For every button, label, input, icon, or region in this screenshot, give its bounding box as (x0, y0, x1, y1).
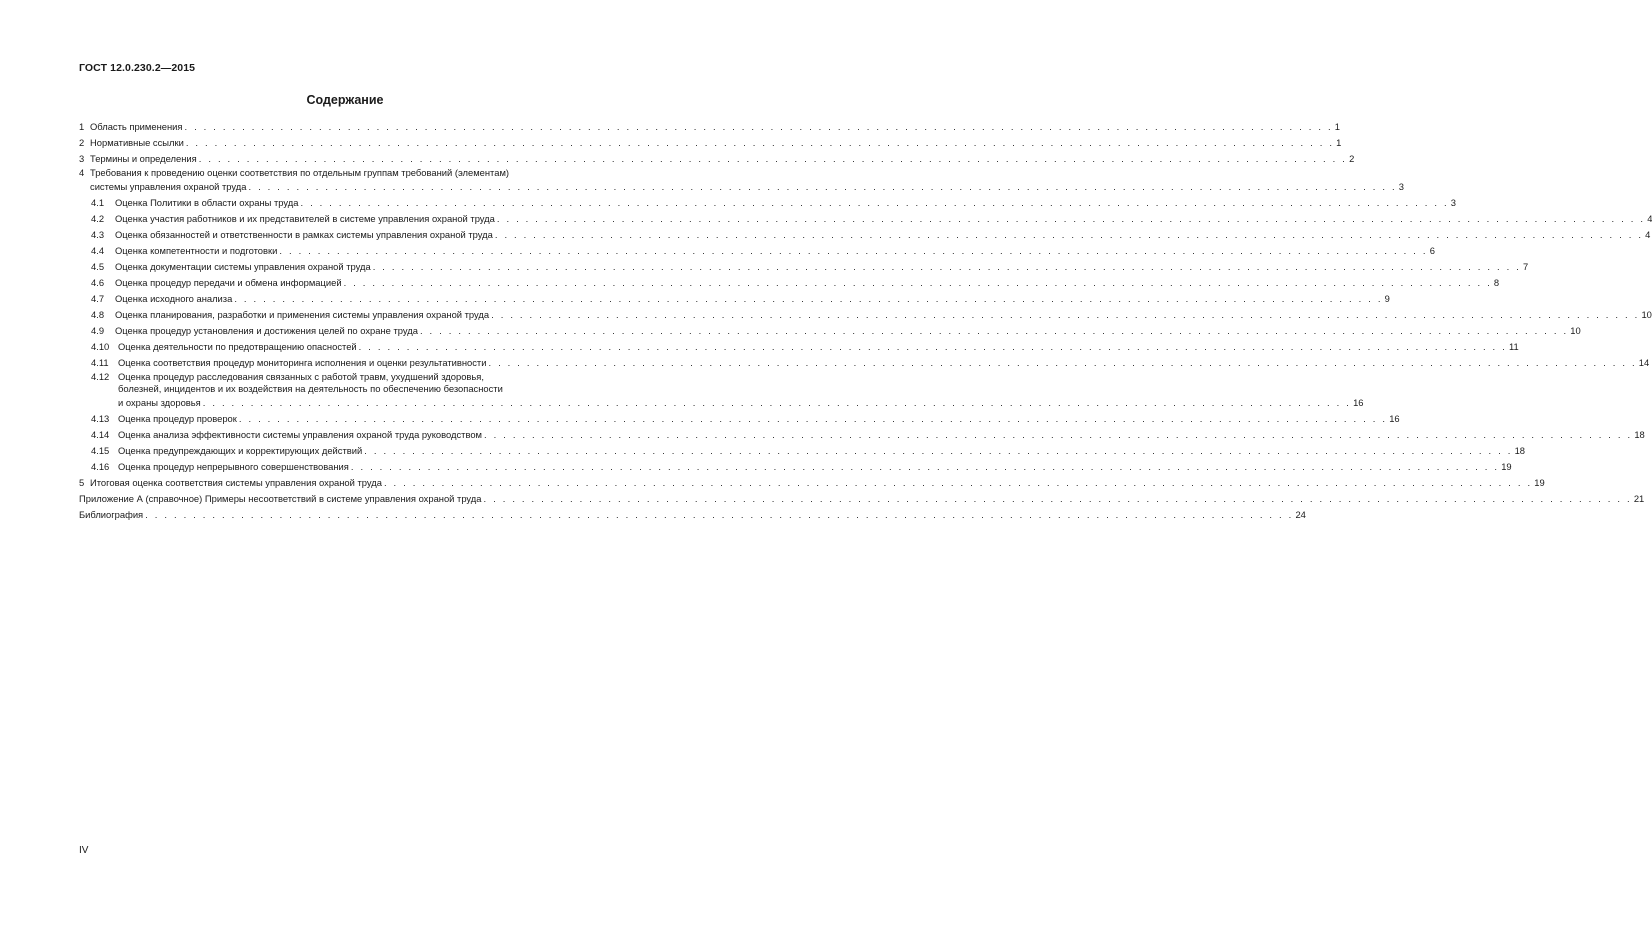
toc-entry-page: 8 (1493, 277, 1500, 288)
toc-entry-page: 11 (1508, 341, 1519, 352)
toc-entry-page: 10 (1641, 309, 1652, 320)
toc-leader-dots (364, 443, 1512, 459)
toc-entry-page: 3 (1450, 197, 1457, 208)
toc-entry-4[interactable] (79, 167, 1405, 195)
toc-entry-page: 1 (1336, 137, 1342, 148)
toc-entry-text: Оценка планирования, разработки и применения системы управления охраной труда (115, 309, 490, 320)
toc-entry-appendix-a[interactable] (79, 491, 1645, 507)
toc-entry-4-5[interactable] (79, 259, 1529, 275)
toc-entry-number: 4.10 (91, 341, 110, 352)
table-of-contents (79, 119, 1652, 523)
toc-entry-page: 19 (1534, 477, 1545, 488)
toc-entry-text-line2: болезней, инцидентов и их воздействия на деятельность по обеспечению безопасности (118, 383, 503, 394)
toc-entry-number: 4.9 (91, 325, 105, 336)
toc-entry-text: Оценка обязанностей и ответственности в рамках системы управления охраной труда (115, 229, 493, 240)
toc-entry-number: 4.2 (91, 213, 105, 224)
toc-leader-dots (484, 427, 1632, 443)
toc-entry-page: 4 (1645, 229, 1651, 240)
toc-entry-text: Оценка предупреждающих и корректирующих действий (118, 445, 363, 456)
toc-leader-dots (420, 323, 1568, 339)
toc-entry-text: Термины и определения (90, 153, 197, 164)
toc-entry-text: Оценка анализа эффективности системы управления охраной труда руководством (118, 429, 483, 440)
toc-entry-4-16[interactable] (79, 459, 1512, 475)
toc-entry-number: 4.7 (91, 293, 105, 304)
toc-leader-dots (351, 459, 1499, 475)
toc-leader-dots (184, 119, 1332, 135)
toc-entry-4-7[interactable] (79, 291, 1390, 307)
toc-entry-4-15[interactable] (79, 443, 1525, 459)
toc-entry-text: Оценка участия работников и их представителей в системе управления охраной труда (115, 213, 495, 224)
toc-entry-number: 4.14 (91, 429, 110, 440)
toc-leader-dots (359, 339, 1507, 355)
toc-entry-number: 4.15 (91, 445, 110, 456)
toc-entry-number: 4.11 (91, 357, 109, 368)
toc-entry-bibliography[interactable] (79, 507, 1306, 523)
toc-entry-text: Оценка Политики в области охраны труда (115, 197, 299, 208)
toc-leader-dots (491, 307, 1639, 323)
toc-title: Содержание (306, 93, 384, 107)
toc-leader-dots (344, 275, 1492, 291)
toc-entry-2[interactable] (79, 135, 1342, 151)
toc-entry-text: и охраны здоровья (118, 397, 201, 408)
toc-entry-number: 3 (79, 153, 85, 164)
toc-entry-text-line1: Требования к проведению оценки соответствия по отдельным группам требований (элементам) (90, 167, 510, 178)
toc-entry-text: Оценка исходного анализа (115, 293, 233, 304)
toc-entry-4-14[interactable] (79, 427, 1645, 443)
toc-entry-page: 2 (1349, 153, 1355, 164)
toc-entry-page: 16 (1353, 397, 1364, 408)
toc-entry-number: 1 (79, 121, 85, 132)
toc-entry-page: 6 (1429, 245, 1435, 256)
toc-entry-4-6[interactable] (79, 275, 1500, 291)
toc-entry-number: 4 (79, 167, 85, 178)
toc-entry-text: Итоговая оценка соответствия системы управления охраной труда (90, 477, 382, 488)
toc-leader-dots (234, 291, 1382, 307)
toc-entry-number: 4.1 (91, 197, 105, 208)
toc-entry-page: 10 (1570, 325, 1581, 336)
toc-leader-dots (248, 179, 1396, 195)
toc-entry-1[interactable] (79, 119, 1341, 135)
toc-entry-3[interactable] (79, 151, 1355, 167)
toc-entry-number: 2 (79, 137, 85, 148)
toc-entry-page: 1 (1334, 121, 1341, 132)
toc-entry-5[interactable] (79, 475, 1545, 491)
toc-leader-dots (384, 475, 1532, 491)
toc-entry-page: 4 (1647, 213, 1652, 224)
toc-entry-text: Приложение А (справочное) Примеры несоответствий в системе управления охраной труда (79, 493, 482, 504)
toc-leader-dots (484, 491, 1632, 507)
toc-leader-dots (300, 195, 1448, 211)
toc-entry-number: 4.3 (91, 229, 105, 240)
toc-leader-dots (488, 355, 1636, 371)
toc-entry-text-line1: Оценка процедур расследования связанных с работой травм, ухудшений здоровья, (118, 371, 484, 382)
toc-leader-dots (203, 395, 1351, 411)
toc-entry-page: 18 (1514, 445, 1525, 456)
toc-leader-dots (239, 411, 1387, 427)
toc-leader-dots (199, 151, 1347, 167)
toc-entry-text: Оценка соответствия процедур мониторинга исполнения и оценки результативности (118, 357, 487, 368)
toc-entry-4-10[interactable] (79, 339, 1519, 355)
toc-entry-number: 4.4 (91, 245, 105, 256)
toc-entry-4-3[interactable] (79, 227, 1651, 243)
toc-entry-number: 4.16 (91, 461, 110, 472)
toc-entry-number: 5 (79, 477, 85, 488)
toc-entry-text: Оценка документации системы управления охраной труда (115, 261, 371, 272)
toc-entry-4-13[interactable] (79, 411, 1400, 427)
toc-entry-page: 3 (1398, 181, 1405, 192)
toc-entry-text: Оценка процедур установления и достижения целей по охране труда (115, 325, 418, 336)
toc-entry-number: 4.5 (91, 261, 105, 272)
toc-leader-dots (145, 507, 1293, 523)
toc-entry-page: 14 (1638, 357, 1650, 368)
toc-entry-text: Оценка процедур передачи и обмена информацией (115, 277, 342, 288)
toc-entry-4-12[interactable] (79, 371, 1364, 411)
standard-header: ГОСТ 12.0.230.2—2015 (79, 62, 196, 74)
toc-leader-dots (279, 243, 1427, 259)
toc-leader-dots (495, 227, 1643, 243)
toc-entry-number: 4.12 (91, 371, 110, 382)
toc-entry-page: 9 (1384, 293, 1390, 304)
toc-entry-page: 18 (1634, 429, 1645, 440)
toc-entry-page: 19 (1501, 461, 1512, 472)
toc-entry-number: 4.13 (91, 413, 110, 424)
toc-entry-4-9[interactable] (79, 323, 1581, 339)
toc-leader-dots (186, 135, 1334, 151)
toc-entry-text: Оценка компетентности и подготовки (115, 245, 278, 256)
toc-entry-number: 4.8 (91, 309, 105, 320)
toc-entry-text: системы управления охраной труда (90, 181, 247, 192)
toc-entry-4-1[interactable] (79, 195, 1457, 211)
toc-entry-text: Библиография (79, 509, 144, 520)
toc-entry-4-8[interactable] (79, 307, 1652, 323)
toc-entry-4-2[interactable] (79, 211, 1652, 227)
toc-entry-text: Оценка процедур непрерывного совершенствования (118, 461, 349, 472)
toc-entry-text: Нормативные ссылки (90, 137, 184, 148)
toc-leader-dots (497, 211, 1645, 227)
toc-entry-text: Оценка процедур проверок (118, 413, 237, 424)
toc-leader-dots (373, 259, 1521, 275)
toc-entry-page: 24 (1295, 509, 1306, 520)
toc-entry-page: 21 (1633, 493, 1645, 504)
toc-entry-text: Оценка деятельности по предотвращению опасностей (118, 341, 357, 352)
page-number: IV (79, 845, 89, 856)
toc-entry-4-11[interactable] (79, 355, 1650, 371)
toc-entry-4-4[interactable] (79, 243, 1435, 259)
toc-entry-page: 16 (1389, 413, 1400, 424)
toc-entry-text: Область применения (90, 121, 183, 132)
toc-entry-page: 7 (1523, 261, 1529, 272)
toc-entry-number: 4.6 (91, 277, 105, 288)
